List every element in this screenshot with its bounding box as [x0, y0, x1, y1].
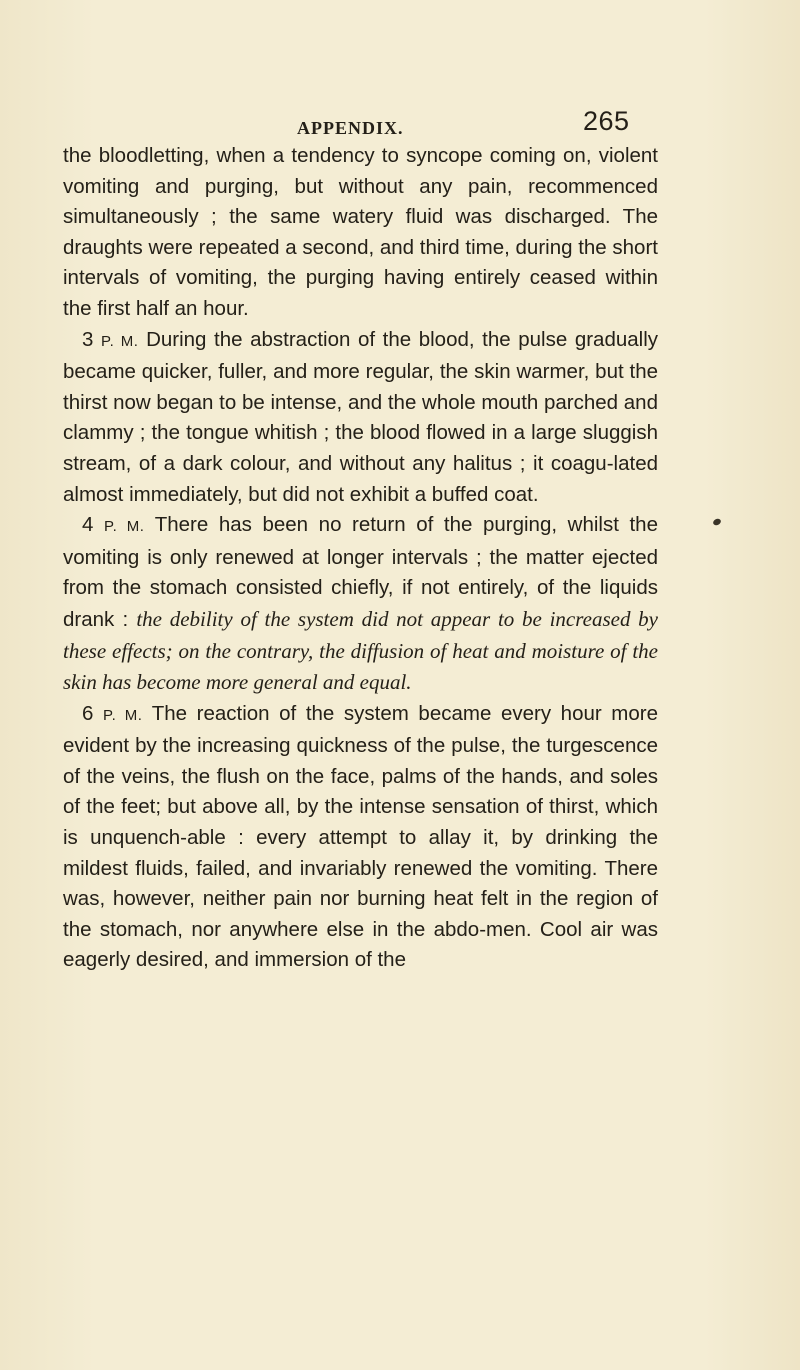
- page-number: 265: [583, 106, 630, 136]
- time-unit-3pm: P. M.: [101, 332, 139, 350]
- paragraph-4: [63, 699, 658, 976]
- paragraph-4-text: The reaction of the system became every hour more evident by the increasing quickness of the pulse, the turgescence of the veins, the flush on the face, palms of the hands, and soles of the feet; but above all, by the intense sensation of thirst, which is unquench-able : every attempt to allay it, by drinking the mildest fluids, failed, and invariably renewed the vomiting. There was, however, neither pain nor burning heat felt in the region of the stomach, nor anywhere else in the abdo-men. Cool air was eagerly desired, and immersion of the: [63, 701, 658, 972]
- paragraph-3: [63, 510, 658, 699]
- paragraph-2: [63, 325, 658, 511]
- paragraph-1: [63, 141, 658, 325]
- time-unit-4pm: P. M.: [104, 518, 145, 536]
- time-unit-6pm: P. M.: [103, 706, 143, 724]
- paragraph-3-text: There has been no return of the purging, whilst the vomiting is only renewed at longer intervals ; the matter ejected from the stomach consisted chiefly, if not entirely, of the liquids drank :: [63, 513, 658, 631]
- body-text: [63, 141, 658, 976]
- time-number-6: 6: [82, 701, 94, 725]
- time-number-3: 3: [82, 327, 94, 351]
- running-head: APPENDIX.: [297, 118, 404, 138]
- page-header: [0, 104, 800, 144]
- paragraph-3-italic: the debility of the system did not appear to be increased by these effects; on the contrary, the diffusion of heat and moisture of the skin has become more general and equal.: [63, 606, 658, 695]
- paragraph-1-text: the bloodletting, when a tendency to syncope coming on, violent vomiting and purging, but without any pain, recommenced simultaneously ; the same watery fluid was discharged. The draughts were repeated a second, and third time, during the short intervals of vomiting, the purging having entirely ceased within the first half an hour.: [63, 144, 658, 320]
- time-number-4: 4: [82, 513, 94, 537]
- paragraph-2-text: During the abstraction of the blood, the pulse gradually became quicker, fuller, and more regular, the skin warmer, but the thirst now began to be intense, and the whole mouth parched and clammy ; the tongue whitish ; the blood flowed in a large sluggish stream, of a dark colour, and without any halitus ; it coagu-lated almost immediately, but did not exhibit a buffed coat.: [63, 327, 659, 506]
- ink-blot: [712, 518, 722, 527]
